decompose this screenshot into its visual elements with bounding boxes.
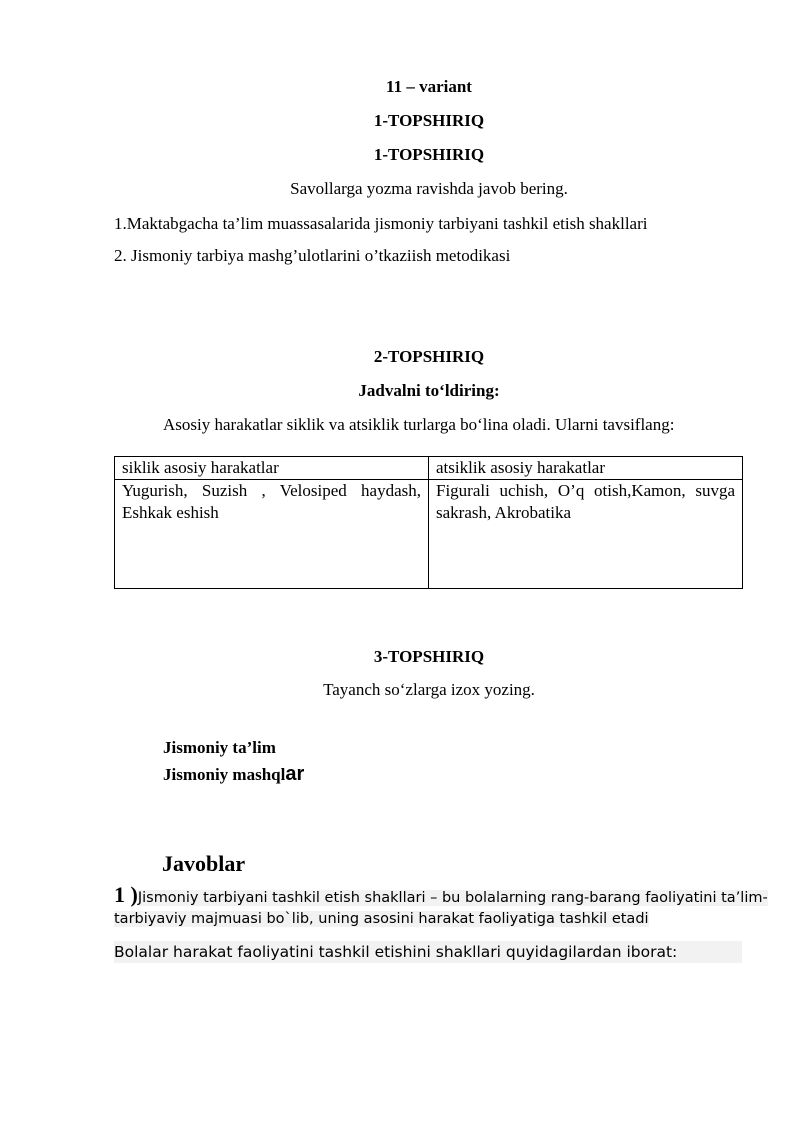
task1-title: 1-TOPSHIRIQ [373, 111, 485, 130]
table-cell-acyclic: Figurali uchish, O’q otish,Kamon, suvga sakrash, Akrobatika [429, 480, 743, 589]
task2-subtitle: Jadvalni to‘ldiring: [358, 381, 500, 400]
task2-title: 2-TOPSHIRIQ [373, 347, 485, 366]
answers-heading: Javoblar [162, 851, 246, 876]
question-1: 1.Maktabgacha ta’lim muassasalarida jismoniy tarbiyani tashkil etish shakllari [114, 214, 648, 233]
answer-number: 1 ) [114, 882, 138, 907]
task1-title-repeat: 1-TOPSHIRIQ [373, 145, 485, 164]
variant-title: 11 – variant [386, 77, 472, 96]
task2-instruction: Asosiy harakatlar siklik va atsiklik turlarga bo‘lina oladi. Ularni tavsiflang: [163, 415, 675, 434]
term-jismoniy-talim: Jismoniy ta’lim [163, 738, 276, 757]
table-header-row [115, 457, 743, 480]
term-main-text: Jismoniy mashql [163, 765, 286, 784]
answer-1-line-2 [114, 908, 744, 930]
table-header-cyclic: siklik asosiy harakatlar [115, 457, 429, 480]
question-2: 2. Jismoniy tarbiya mashg’ulotlarini o’tkaziish metodikasi [114, 246, 511, 265]
answer-1-line-3: Bolalar harakat faoliyatini tashkil etishini shakllari quyidagilardan iborat: [114, 941, 742, 963]
task3-title: 3-TOPSHIRIQ [373, 647, 485, 666]
term-jismoniy-mashqlar [163, 763, 744, 786]
table-cell-cyclic: Yugurish, Suzish , Velosiped haydash, Eshkak eshish [115, 480, 429, 589]
task1-instruction: Savollarga yozma ravishda javob bering. [290, 179, 568, 198]
table-header-acyclic: atsiklik asosiy harakatlar [429, 457, 743, 480]
movements-table [114, 456, 743, 589]
table-row [115, 480, 743, 589]
answer-1-line-1 [114, 882, 768, 909]
term-tail-text: ar [285, 763, 305, 785]
answer-text: Jismoniy tarbiyani tashkil etish shakllari – bu bolalarning rang-barang faoliyatini ta’lim- [137, 890, 768, 906]
answer-text: tarbiyaviy majmuasi bo`lib, uning asosini harakat faoliyatiga tashkil etadi [114, 911, 649, 927]
task3-instruction: Tayanch so‘zlarga izox yozing. [323, 680, 535, 699]
